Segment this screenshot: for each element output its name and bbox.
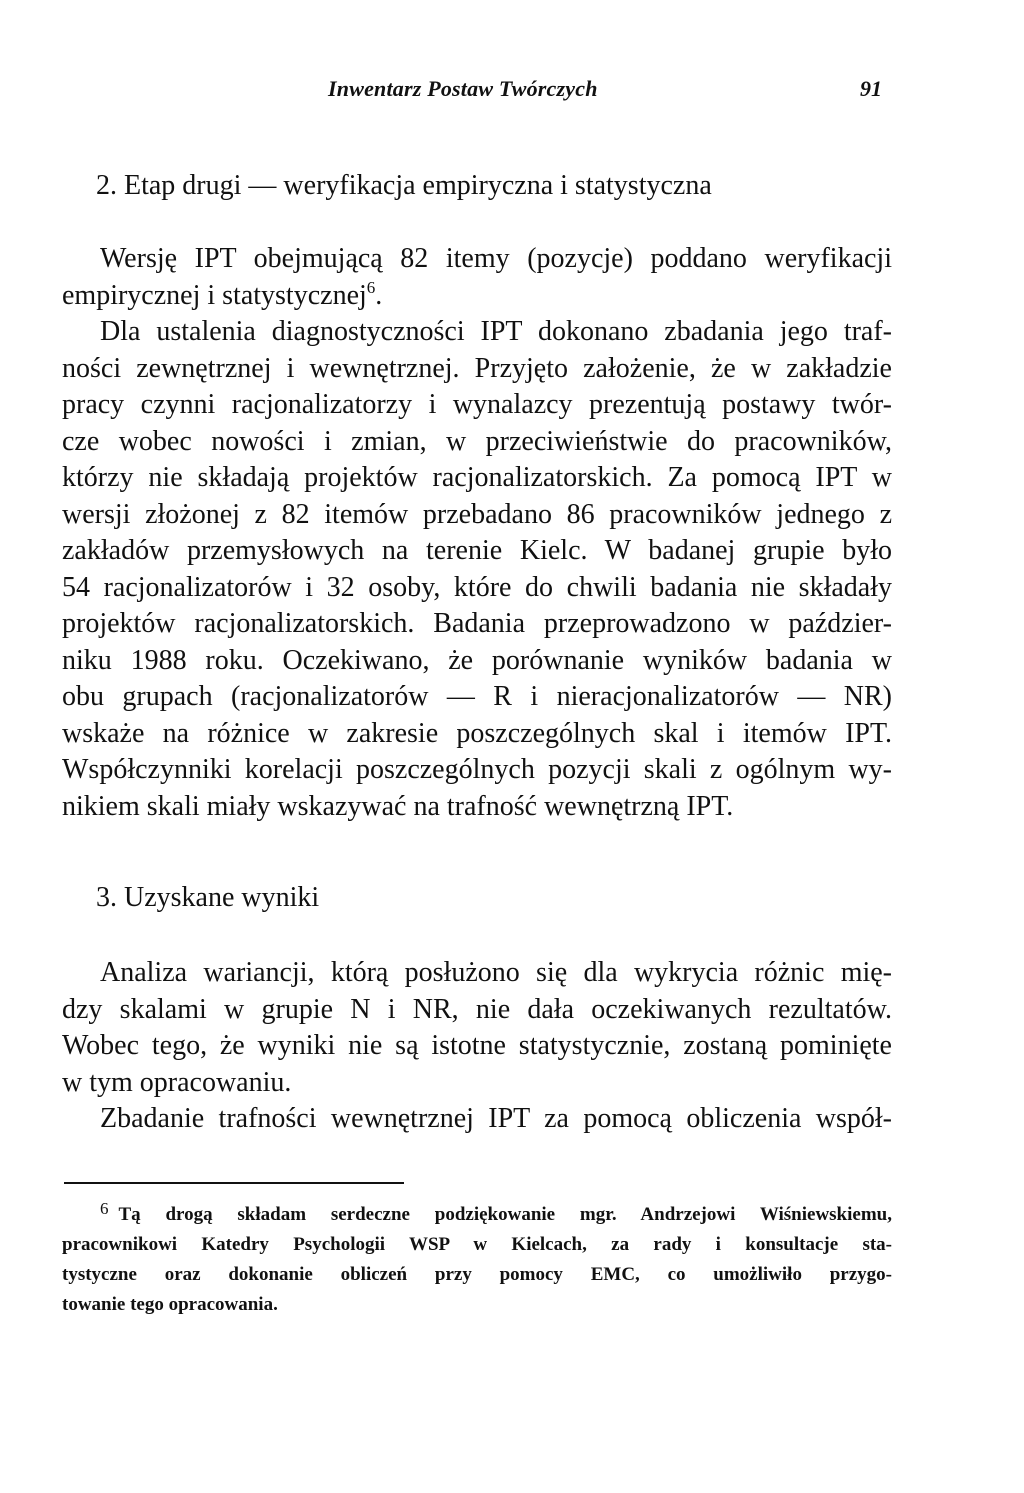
text-line: zakładów przemysłowych na terenie Kielc. W badanej grupie było (62, 535, 892, 566)
text-line: pracy czynni racjonalizatorzy i wynalazcy prezentują postawy twór- (62, 389, 892, 420)
footnote-separator (64, 1182, 404, 1184)
text-line: niku 1988 roku. Oczekiwano, że porównanie wyników badania w (62, 644, 892, 676)
section-2-paragraph-2 (62, 314, 892, 825)
section-3-heading: 3. Uzyskane wyniki (96, 882, 320, 913)
section-2-heading: 2. Etap drugi — weryfikacja empiryczna i statystyczna (96, 170, 712, 201)
footnote-line: tystyczne oraz dokonanie obliczeń przy pomocy EMC, co umożliwiło przygo- (62, 1264, 892, 1285)
section-3-paragraph-1 (62, 955, 892, 1101)
text-line: Analiza wariancji, którą posłużono się dla wykrycia różnic mię- (100, 957, 892, 988)
text-fragment: Tą drogą składam serdeczne podziękowanie mgr. Andrzejowi Wiśniewskiemu, (118, 1204, 892, 1225)
footnote-line: pracownikowi Katedry Psychologii WSP w Kielcach, za rady i konsultacje sta- (62, 1234, 892, 1255)
text-line: wersji złożonej z 82 itemów przebadano 86 pracowników jednego z (62, 498, 892, 530)
text-line: dzy skalami w grupie N i NR, nie dała oczekiwanych rezultatów. (62, 993, 892, 1025)
text-line: ności zewnętrznej i wewnętrznej. Przyjęto założenie, że w zakładzie (62, 352, 892, 384)
text-line (62, 278, 892, 315)
running-title: Inwentarz Postaw Twórczych (328, 76, 598, 101)
text-line: 54 racjonalizatorów i 32 osoby, które do chwili badania nie składały (62, 571, 892, 603)
text-line: Dla ustalenia diagnostyczności IPT dokonano zbadania jego traf- (100, 316, 892, 347)
text-line: w tym opracowaniu. (62, 1066, 292, 1098)
footnote-reference: 6 (366, 277, 376, 297)
text-line: nikiem skali miały wskazywać na trafność wewnętrzną IPT. (62, 790, 734, 822)
footnote-line (62, 1200, 892, 1230)
footnote-line: towanie tego opracowania. (62, 1294, 278, 1315)
section-3-paragraph-2 (62, 1101, 892, 1138)
text-line: Zbadanie trafności wewnętrznej IPT za pomocą obliczenia współ- (100, 1103, 892, 1134)
page-number: 91 (860, 76, 882, 101)
text-line: Współczynniki korelacji poszczególnych pozycji skali z ogólnym wy- (62, 754, 892, 785)
section-2-paragraph-1 (62, 241, 892, 314)
text-line: cze wobec nowości i zmian, w przeciwieństwie do pracowników, (62, 425, 892, 457)
text-fragment: . (375, 279, 383, 311)
text-fragment: empirycznej i statystycznej (62, 279, 367, 311)
text-line: Wersję IPT obejmującą 82 itemy (pozycje) poddano weryfikacji (100, 243, 892, 274)
text-line: Wobec tego, że wyniki nie są istotne statystycznie, zostaną pominięte (62, 1030, 892, 1061)
text-line: projektów racjonalizatorskich. Badania przeprowadzono w paździer- (62, 608, 892, 639)
text-line: obu grupach (racjonalizatorów — R i nieracjonalizatorów — NR) (62, 681, 892, 712)
footnote-marker: 6 (100, 1199, 109, 1218)
text-line: wskaże na różnice w zakresie poszczególnych skal i itemów IPT. (62, 717, 892, 749)
footnote (62, 1200, 892, 1320)
text-line: którzy nie składają projektów racjonalizatorskich. Za pomocą IPT w (62, 462, 892, 493)
